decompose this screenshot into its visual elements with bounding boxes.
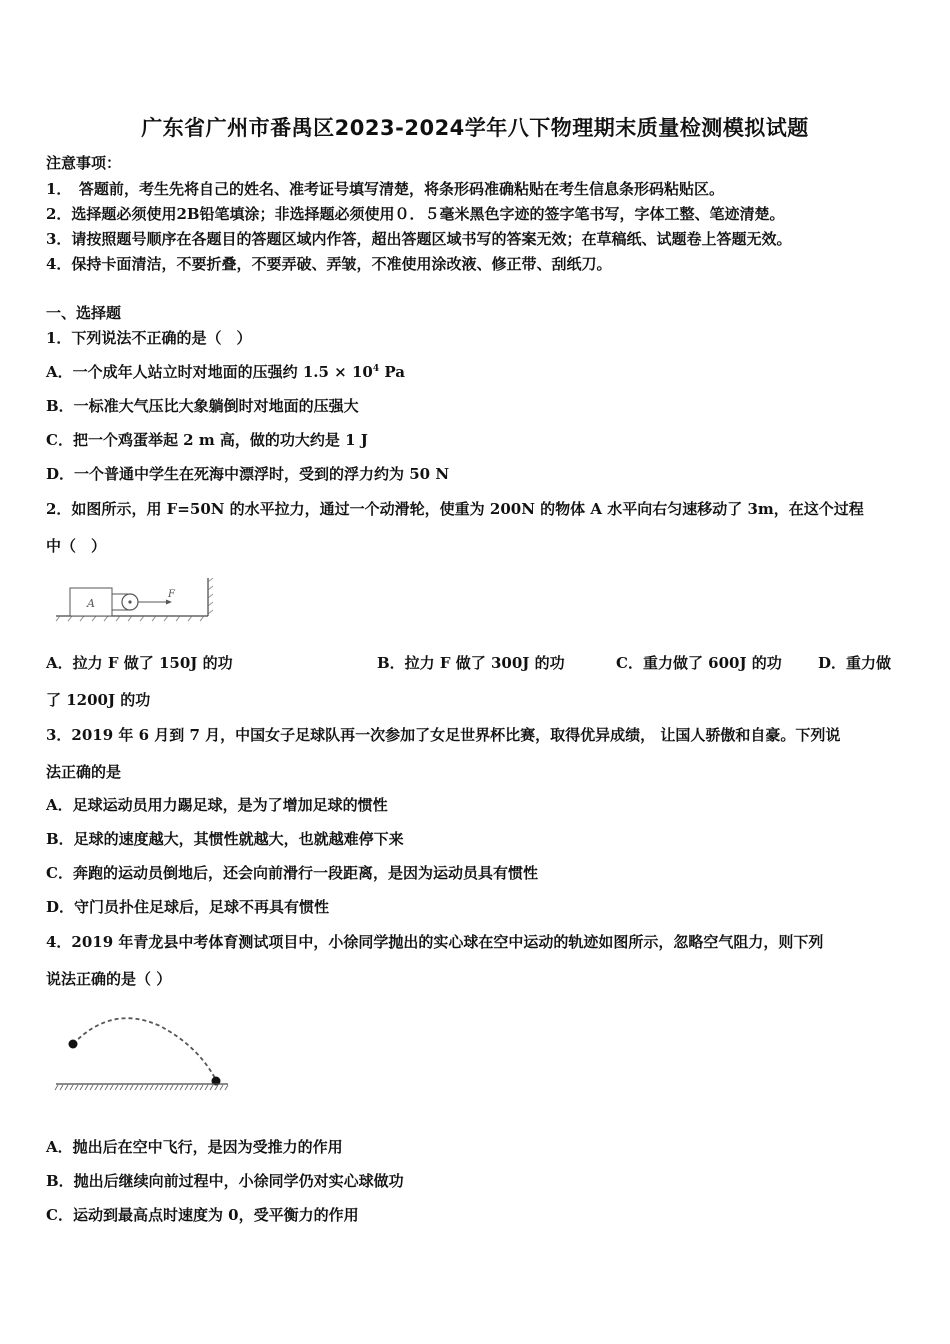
notice-item: 4．保持卡面清洁，不要折叠，不要弄破、弄皱，不准使用涂改液、修正带、刮纸刀。 [46, 255, 612, 273]
q3-option-c: C．奔跑的运动员倒地后，还会向前滑行一段距离，是因为运动员具有惯性 [46, 864, 538, 882]
trajectory-curve [73, 1018, 216, 1080]
notice-item: 3．请按照题号顺序在各题目的答题区域内作答，超出答题区域书写的答案无效；在草稿纸、试题卷上答题无效。 [46, 230, 792, 248]
notice-heading: 注意事项： [46, 154, 122, 172]
q2-option-b: B．拉力 F 做了 300J 的功 [377, 654, 565, 672]
page-title: 广东省广州市番禺区2023-2024学年八下物理期末质量检测模拟试题 [141, 116, 809, 140]
q3-stem-cont: 法正确的是 [46, 763, 122, 781]
q3-stem: 3．2019 年 6 月到 7 月，中国女子足球队再一次参加了女足世界杯比赛，取得优异成绩， 让国人骄傲和自豪。下列说 [46, 726, 841, 744]
q2-stem: 2．如图所示，用 F=50N 的水平拉力，通过一个动滑轮，使重为 200N 的物体 A 水平向右匀速移动了 3m，在这个过程 [46, 500, 864, 518]
q1-option-b: B．一标准大气压比大象躺倒时对地面的压强大 [46, 397, 359, 415]
block-a-label: A [87, 597, 95, 610]
q1-option-d: D．一个普通中学生在死海中漂浮时，受到的浮力约为 50 N [46, 465, 450, 483]
q4-option-c: C．运动到最高点时速度为 0，受平衡力的作用 [46, 1206, 359, 1224]
q1-stem: 1．下列说法不正确的是（ ） [46, 329, 252, 347]
trajectory-diagram [50, 1014, 235, 1096]
q3-option-d: D．守门员扑住足球后，足球不再具有惯性 [46, 898, 330, 916]
q2-option-c: C．重力做了 600J 的功 [616, 654, 782, 672]
q2-option-d: D．重力做 [818, 654, 892, 672]
force-label: F [168, 589, 175, 600]
ball-start [69, 1040, 78, 1049]
notice-item: 2．选择题必须使用2B铅笔填涂；非选择题必须使用０．５毫米黑色字迹的签字笔书写，字体工整、笔迹清楚。 [46, 205, 785, 223]
q1-option-c: C．把一个鸡蛋举起 2 m 高，做的功大约是 1 J [46, 431, 368, 449]
q1-option-a-exponent: 4 [372, 364, 380, 374]
q3-option-b: B．足球的速度越大，其惯性就越大，也就越难停下来 [46, 830, 404, 848]
q2-option-d-cont: 了 1200J 的功 [46, 691, 151, 709]
q3-option-a: A．足球运动员用力踢足球，是为了增加足球的惯性 [46, 796, 388, 814]
section-heading: 一、选择题 [46, 304, 122, 322]
q2-option-a: A．拉力 F 做了 150J 的功 [46, 654, 233, 672]
q4-stem: 4．2019 年青龙县中考体育测试项目中，小徐同学抛出的实心球在空中运动的轨迹如图所示，忽略空气阻力，则下列 [46, 933, 824, 951]
q4-option-a: A．抛出后在空中飞行，是因为受推力的作用 [46, 1138, 343, 1156]
q1-option-a-text: A．一个成年人站立时对地面的压强约 1.5 × 10 [46, 363, 373, 381]
pulley-diagram [52, 574, 227, 632]
notice-item: 1． 答题前，考生先将自己的姓名、准考证号填写清楚，将条形码准确粘贴在考生信息条形码粘贴区。 [46, 180, 724, 198]
q1-option-a [46, 361, 405, 382]
q2-stem-cont: 中（ ） [46, 537, 107, 555]
q4-stem-cont: 说法正确的是（ ） [46, 970, 172, 988]
q1-option-a-unit: Pa [379, 363, 405, 381]
q4-option-b: B．抛出后继续向前过程中，小徐同学仍对实心球做功 [46, 1172, 404, 1190]
